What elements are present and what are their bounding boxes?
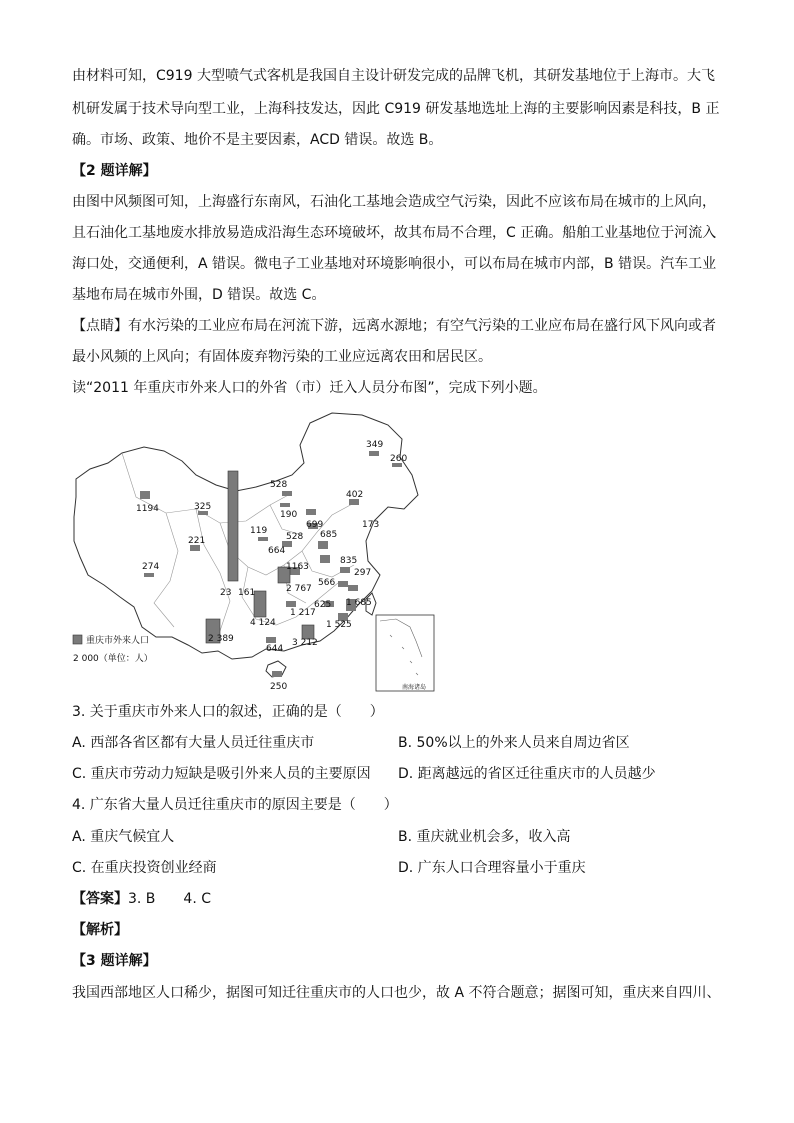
- q4-option-a: A. 重庆气候宜人: [72, 829, 175, 845]
- label-250: 250: [270, 682, 288, 692]
- q3-option-a: A. 西部各省区都有大量人员迁往重庆市: [72, 735, 315, 751]
- q4-option-b: B. 重庆就业机会多，收入高: [398, 829, 571, 845]
- bar-beijing: [306, 509, 316, 515]
- legend-label: 重庆市外来人口: [86, 636, 150, 646]
- bar-hunan: [286, 601, 296, 607]
- paragraph-line: 机研发属于技术导向型工业，上海科技发达，因此 C919 研发基地选址上海的主要影响因素是科技，B 正: [72, 101, 720, 117]
- map-intro: 读“2011 年重庆市外来人口的外省（市）迁入人员分布图”，完成下列小题。: [72, 380, 547, 396]
- bar-henan: [320, 555, 330, 563]
- label-1163: 1163: [286, 562, 309, 572]
- label-835: 835: [340, 556, 358, 566]
- label-566: 566: [318, 578, 336, 588]
- label-402: 402: [346, 490, 364, 500]
- label-274: 274: [142, 562, 160, 572]
- bar-anhui: [338, 581, 348, 587]
- q3-option-d: D. 距离越远的省区迁往重庆市的人员越少: [398, 766, 656, 782]
- label-297: 297: [354, 568, 372, 578]
- paragraph-line: 且石油化工基地废水排放易造成沿海生态环境破坏，故其布局不合理，C 正确。船舶工业基地位于河流入: [72, 225, 717, 241]
- bar-sichuan: [254, 591, 266, 617]
- label-161: 161: [238, 588, 256, 598]
- q3-option-b: B. 50%以上的外来人员来自周边省区: [398, 735, 630, 751]
- bar-xinjiang: [140, 491, 150, 499]
- label-190: 190: [280, 510, 298, 520]
- bar-ningxia: [280, 503, 290, 507]
- paragraph-line: 由图中风频图可知，上海盛行东南风，石油化工基地会造成空气污染，因此不应该布局在城市的上风向，: [72, 194, 716, 210]
- paragraph-line: 基地布局在城市外围，D 错误。故选 C。: [72, 287, 326, 303]
- answer-label: 【答案】: [72, 891, 128, 907]
- paragraph-line: 海口处，交通便利，A 错误。微电子工业基地对环境影响很小，可以布局在城市内部，B 错误。汽车工业: [72, 256, 717, 272]
- bar-zhejiang: [348, 585, 358, 591]
- bar-yunnan: [266, 637, 276, 643]
- label-664: 664: [268, 546, 286, 556]
- label-685: 685: [320, 530, 338, 540]
- south-china-sea-inset: [376, 615, 434, 691]
- bar-jiangsu: [340, 567, 350, 573]
- q3-option-c: C. 重庆市劳动力短缺是吸引外来人员的主要原因: [72, 766, 371, 782]
- analysis-label: 【解析】: [72, 922, 128, 938]
- bar-hainan: [272, 671, 282, 677]
- section-heading: 【3 题详解】: [72, 953, 157, 969]
- question-3-stem: 3. 关于重庆市外来人口的叙述，正确的是（ ）: [72, 704, 384, 720]
- bar-neimenggu: [282, 491, 292, 496]
- bar-heilongjiang: [369, 451, 379, 456]
- china-migration-map: [70, 405, 440, 695]
- q4-option-c: C. 在重庆投资创业经商: [72, 860, 217, 876]
- tip-line: 最小风频的上风向；有固体废弃物污染的工业应远离农田和居民区。: [72, 349, 492, 365]
- legend-swatch: [73, 635, 82, 644]
- label-1194: 1194: [136, 504, 159, 514]
- question-4-stem: 4. 广东省大量人员迁往重庆市的原因主要是（ ）: [72, 797, 398, 813]
- label-528-mid: 528: [286, 532, 304, 542]
- section-heading: 【2 题详解】: [72, 163, 157, 179]
- label-625: 625: [314, 600, 332, 610]
- bar-shanxi: [258, 537, 268, 541]
- analysis-paragraph: 我国西部地区人口稀少，据图可知迁往重庆市的人口也少，故 A 不符合题意；据图可知，重庆来自四川、: [72, 985, 721, 1001]
- label-644: 644: [266, 644, 284, 654]
- bar-hebei-large: [228, 471, 238, 581]
- q4-option-d: D. 广东人口合理容量小于重庆: [398, 860, 586, 876]
- label-119: 119: [250, 526, 268, 536]
- inset-label: 南海诸岛: [402, 684, 427, 691]
- bar-guangdong: [302, 625, 314, 639]
- label-260: 260: [390, 454, 408, 464]
- paragraph-line: 确。市场、政策、地价不是主要因素，ACD 错误。故选 B。: [72, 132, 443, 148]
- map-figure: [70, 405, 440, 695]
- label-325: 325: [194, 502, 212, 512]
- label-173: 173: [362, 520, 380, 530]
- label-349: 349: [366, 440, 384, 450]
- label-4124: 4 124: [250, 618, 276, 628]
- tip-line: 【点睛】有水污染的工业应布局在河流下游，远离水源地；有空气污染的工业应布局在盛行风下风向或者: [72, 318, 716, 334]
- label-23: 23: [220, 588, 232, 598]
- label-699: 699: [306, 520, 324, 530]
- bar-xizang: [144, 573, 154, 577]
- answer-line: [72, 889, 211, 909]
- label-1685: 1 685: [346, 598, 372, 608]
- label-2389: 2 389: [208, 634, 234, 644]
- answer-text: 3. B 4. C: [128, 891, 211, 907]
- label-1217: 1 217: [290, 608, 316, 618]
- label-2767: 2 767: [286, 584, 312, 594]
- label-3212: 3 212: [292, 638, 318, 648]
- bar-shandong: [318, 541, 328, 549]
- label-221: 221: [188, 536, 206, 546]
- label-528-north: 528: [270, 480, 288, 490]
- paragraph-line: 由材料可知，C919 大型喷气式客机是我国自主设计研发完成的品牌飞机，其研发基地位于上海市。大飞: [72, 68, 715, 84]
- legend-unit: 2 000（单位：人）: [73, 654, 153, 664]
- label-1525: 1 525: [326, 620, 352, 630]
